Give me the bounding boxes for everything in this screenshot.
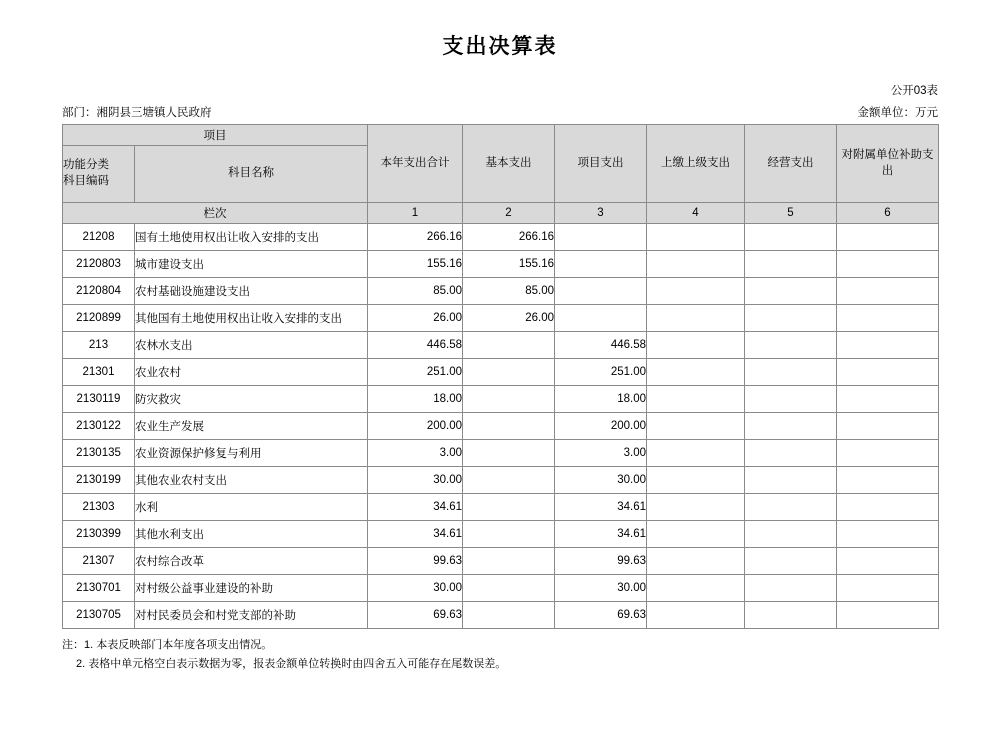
table-container [0,124,1000,629]
cell-basic [463,440,555,467]
header-group-row [63,125,939,146]
cell-operating [745,548,837,575]
cell-name: 其他农业农村支出 [135,467,368,494]
cell-name: 农业资源保护修复与利用 [135,440,368,467]
cell-name: 农业生产发展 [135,413,368,440]
cell-operating [745,467,837,494]
cell-total: 30.00 [368,467,463,494]
cell-code: 2130119 [63,386,135,413]
cell-project: 69.63 [555,602,647,629]
cell-basic [463,548,555,575]
cell-code: 21303 [63,494,135,521]
rank-number-1: 1 [368,203,463,224]
table-row [63,332,939,359]
cell-code: 2130705 [63,602,135,629]
cell-name: 防灾救灾 [135,386,368,413]
cell-total: 26.00 [368,305,463,332]
cell-total: 155.16 [368,251,463,278]
cell-basic [463,494,555,521]
cell-subsidy [837,602,939,629]
cell-basic: 155.16 [463,251,555,278]
cell-operating [745,332,837,359]
cell-project: 200.00 [555,413,647,440]
cell-basic: 26.00 [463,305,555,332]
cell-name: 其他国有土地使用权出让收入安排的支出 [135,305,368,332]
cell-code: 2120804 [63,278,135,305]
cell-project: 30.00 [555,467,647,494]
cell-basic [463,602,555,629]
department-label: 部门：湘阴县三塘镇人民政府 [62,107,212,119]
cell-operating [745,251,837,278]
cell-operating [745,278,837,305]
table-body [63,224,939,629]
cell-project: 34.61 [555,521,647,548]
table-row [63,224,939,251]
table-row [63,359,939,386]
cell-operating [745,521,837,548]
cell-code: 21307 [63,548,135,575]
header-project-expenditure: 项目支出 [555,125,647,203]
cell-upper [647,413,745,440]
table-row [63,278,939,305]
cell-operating [745,494,837,521]
rank-row [63,203,939,224]
cell-upper [647,332,745,359]
cell-basic: 266.16 [463,224,555,251]
header-subject-name: 科目名称 [135,146,368,203]
cell-subsidy [837,440,939,467]
cell-basic [463,386,555,413]
table-row [63,467,939,494]
cell-upper [647,386,745,413]
cell-total: 34.61 [368,521,463,548]
cell-upper [647,602,745,629]
cell-total: 200.00 [368,413,463,440]
cell-project [555,251,647,278]
header-item-group: 项目 [63,125,368,146]
cell-basic [463,467,555,494]
cell-project: 99.63 [555,548,647,575]
cell-total: 251.00 [368,359,463,386]
cell-code: 2130199 [63,467,135,494]
cell-code: 2130135 [63,440,135,467]
cell-project: 34.61 [555,494,647,521]
cell-upper [647,575,745,602]
cell-upper [647,440,745,467]
table-row [63,575,939,602]
cell-name: 农业农村 [135,359,368,386]
rank-number-6: 6 [837,203,939,224]
cell-project [555,305,647,332]
cell-code: 21301 [63,359,135,386]
cell-upper [647,224,745,251]
cell-upper [647,494,745,521]
header-subsidiary-subsidy-expenditure: 对附属单位补助支出 [837,125,939,203]
cell-total: 30.00 [368,575,463,602]
table-row [63,305,939,332]
header-operating-expenditure: 经营支出 [745,125,837,203]
cell-subsidy [837,386,939,413]
expenditure-table [62,124,939,629]
cell-operating [745,386,837,413]
cell-total: 446.58 [368,332,463,359]
rank-row-body [63,203,939,224]
cell-name: 国有土地使用权出让收入安排的支出 [135,224,368,251]
cell-subsidy [837,575,939,602]
cell-basic [463,521,555,548]
cell-name: 农村基础设施建设支出 [135,278,368,305]
cell-subsidy [837,332,939,359]
cell-project: 251.00 [555,359,647,386]
cell-name: 农林水支出 [135,332,368,359]
table-row [63,602,939,629]
meta-row [0,104,1000,120]
cell-operating [745,440,837,467]
cell-operating [745,413,837,440]
cell-subsidy [837,548,939,575]
cell-project: 446.58 [555,332,647,359]
cell-project [555,278,647,305]
header-function-code-line2: 科目编码 [63,175,109,187]
rank-number-2: 2 [463,203,555,224]
page-title: 支出决算表 [442,35,558,58]
document-page [0,30,1000,737]
header-total-expenditure: 本年支出合计 [368,125,463,203]
cell-name: 对村级公益事业建设的补助 [135,575,368,602]
cell-operating [745,359,837,386]
header-basic-expenditure: 基本支出 [463,125,555,203]
cell-project [555,224,647,251]
cell-code: 2130701 [63,575,135,602]
table-row [63,251,939,278]
note-line-2: 2. 表格中单元格空白表示数据为零，报表金额单位转换时由四舍五入可能存在尾数误差。 [76,658,507,671]
table-header [63,125,939,203]
table-row [63,548,939,575]
rank-label: 栏次 [63,203,368,224]
cell-operating [745,224,837,251]
cell-code: 2120803 [63,251,135,278]
header-function-code-line1: 功能分类 [63,159,109,172]
cell-project: 18.00 [555,386,647,413]
cell-name: 其他水利支出 [135,521,368,548]
rank-number-3: 3 [555,203,647,224]
rank-number-4: 4 [647,203,745,224]
cell-name: 城市建设支出 [135,251,368,278]
cell-subsidy [837,359,939,386]
cell-basic [463,359,555,386]
cell-code: 2130122 [63,413,135,440]
cell-subsidy [837,224,939,251]
cell-name: 水利 [135,494,368,521]
cell-operating [745,602,837,629]
cell-basic [463,332,555,359]
table-row [63,521,939,548]
cell-basic [463,413,555,440]
cell-name: 对村民委员会和村党支部的补助 [135,602,368,629]
cell-upper [647,521,745,548]
cell-basic: 85.00 [463,278,555,305]
note-line-1: 注：1. 本表反映部门本年度各项支出情况。 [62,639,273,651]
cell-total: 69.63 [368,602,463,629]
cell-total: 34.61 [368,494,463,521]
cell-subsidy [837,494,939,521]
cell-upper [647,467,745,494]
sheet-code-label: 公开03表 [890,85,938,97]
cell-subsidy [837,467,939,494]
cell-project: 3.00 [555,440,647,467]
table-row [63,386,939,413]
header-function-code [63,146,135,203]
cell-code: 2130399 [63,521,135,548]
cell-subsidy [837,521,939,548]
cell-subsidy [837,305,939,332]
cell-operating [745,305,837,332]
cell-total: 266.16 [368,224,463,251]
rank-number-5: 5 [745,203,837,224]
cell-upper [647,251,745,278]
cell-subsidy [837,413,939,440]
cell-subsidy [837,278,939,305]
cell-code: 213 [63,332,135,359]
cell-total: 85.00 [368,278,463,305]
table-row [63,413,939,440]
cell-upper [647,305,745,332]
amount-unit-label: 金额单位：万元 [857,107,938,119]
cell-subsidy [837,251,939,278]
cell-code: 2120899 [63,305,135,332]
cell-upper [647,359,745,386]
cell-total: 3.00 [368,440,463,467]
table-row [63,494,939,521]
cell-name: 农村综合改革 [135,548,368,575]
cell-upper [647,278,745,305]
header-upper-level-expenditure: 上缴上级支出 [647,125,745,203]
table-notes [0,636,1000,675]
cell-code: 21208 [63,224,135,251]
cell-operating [745,575,837,602]
table-row [63,440,939,467]
cell-upper [647,548,745,575]
cell-total: 18.00 [368,386,463,413]
cell-project: 30.00 [555,575,647,602]
cell-basic [463,575,555,602]
cell-total: 99.63 [368,548,463,575]
